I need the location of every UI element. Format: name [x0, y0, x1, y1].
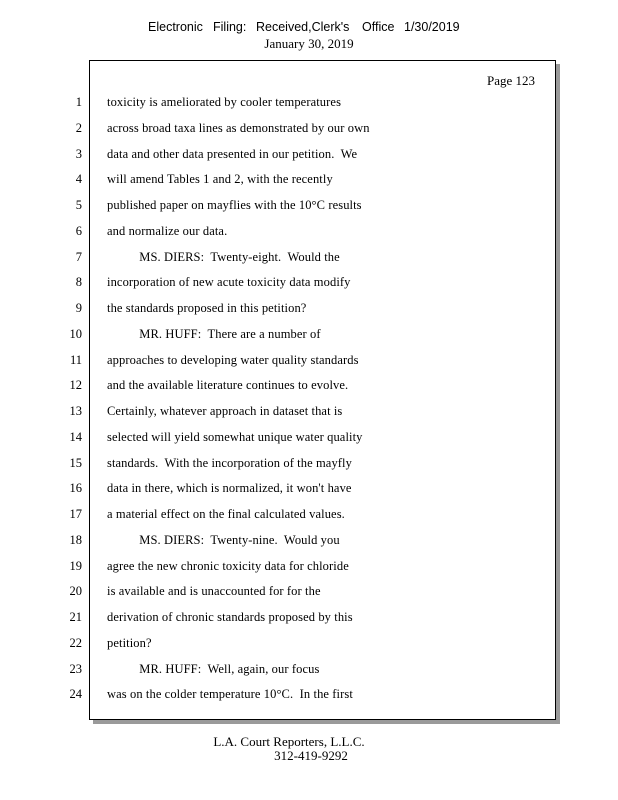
- line-text: and the available literature continues to evolve.: [107, 378, 349, 392]
- line-number: 23: [69, 662, 82, 676]
- line-number: 12: [69, 378, 82, 392]
- filing-word-received: Received,Clerk's: [256, 20, 350, 34]
- line-number: 10: [69, 327, 82, 341]
- line-number: 3: [75, 147, 82, 161]
- line-number: 1: [75, 95, 82, 109]
- line-number: 17: [69, 507, 82, 521]
- line-number: 4: [75, 172, 82, 186]
- line-text: selected will yield somewhat unique water quality: [107, 430, 363, 444]
- hearing-date: January 30, 2019: [264, 36, 354, 51]
- footer-company: L.A. Court Reporters, L.L.C.: [213, 734, 365, 749]
- line-number: 2: [75, 121, 82, 135]
- line-text: was on the colder temperature 10°C. In the first: [107, 687, 353, 701]
- line-number: 13: [69, 404, 82, 418]
- filing-word-office: Office: [362, 20, 395, 34]
- line-number: 20: [69, 584, 82, 598]
- line-number: 16: [69, 481, 82, 495]
- line-number: 9: [75, 301, 82, 315]
- page-number: Page 123: [486, 73, 535, 88]
- line-text: data and other data presented in our petition. We: [107, 147, 358, 161]
- line-number: 11: [69, 353, 82, 367]
- line-text: data in there, which is normalized, it won't have: [107, 481, 352, 495]
- line-text: approaches to developing water quality standards: [107, 353, 359, 367]
- line-number: 14: [69, 430, 82, 444]
- filing-date: 1/30/2019: [404, 20, 460, 34]
- line-number: 7: [75, 250, 82, 264]
- line-text: standards. With the incorporation of the mayfly: [107, 456, 352, 470]
- line-number: 24: [69, 687, 82, 701]
- line-text: MR. HUFF: Well, again, our focus: [107, 662, 320, 676]
- line-number: 5: [75, 198, 82, 212]
- line-text: agree the new chronic toxicity data for chloride: [107, 559, 349, 573]
- line-text: published paper on mayflies with the 10°C results: [107, 198, 362, 212]
- line-text: incorporation of new acute toxicity data modify: [107, 275, 351, 289]
- line-text: is available and is unaccounted for for the: [107, 584, 321, 598]
- line-text: across broad taxa lines as demonstrated by our own: [107, 121, 370, 135]
- line-text: and normalize our data.: [107, 224, 228, 238]
- line-number: 19: [69, 559, 82, 573]
- line-text: the standards proposed in this petition?: [107, 301, 307, 315]
- line-number: 15: [69, 456, 82, 470]
- line-text: derivation of chronic standards proposed by this: [107, 610, 353, 624]
- line-number: 21: [69, 610, 82, 624]
- line-text: MS. DIERS: Twenty-nine. Would you: [107, 533, 340, 547]
- footer-phone: 312-419-9292: [274, 748, 348, 763]
- line-number: 22: [69, 636, 82, 650]
- line-text: a material effect on the final calculated values.: [107, 507, 345, 521]
- filing-word-filing: Filing:: [213, 20, 247, 34]
- filing-word-electronic: Electronic: [148, 20, 203, 34]
- line-text: MS. DIERS: Twenty-eight. Would the: [107, 250, 340, 264]
- line-text: Certainly, whatever approach in dataset that is: [107, 404, 343, 418]
- line-text: petition?: [107, 636, 152, 650]
- line-number: 18: [69, 533, 82, 547]
- line-text: toxicity is ameliorated by cooler temperatures: [107, 95, 342, 109]
- line-number: 8: [75, 275, 82, 289]
- line-number: 6: [75, 224, 82, 238]
- line-text: MR. HUFF: There are a number of: [107, 327, 321, 341]
- line-text: will amend Tables 1 and 2, with the recently: [107, 172, 333, 186]
